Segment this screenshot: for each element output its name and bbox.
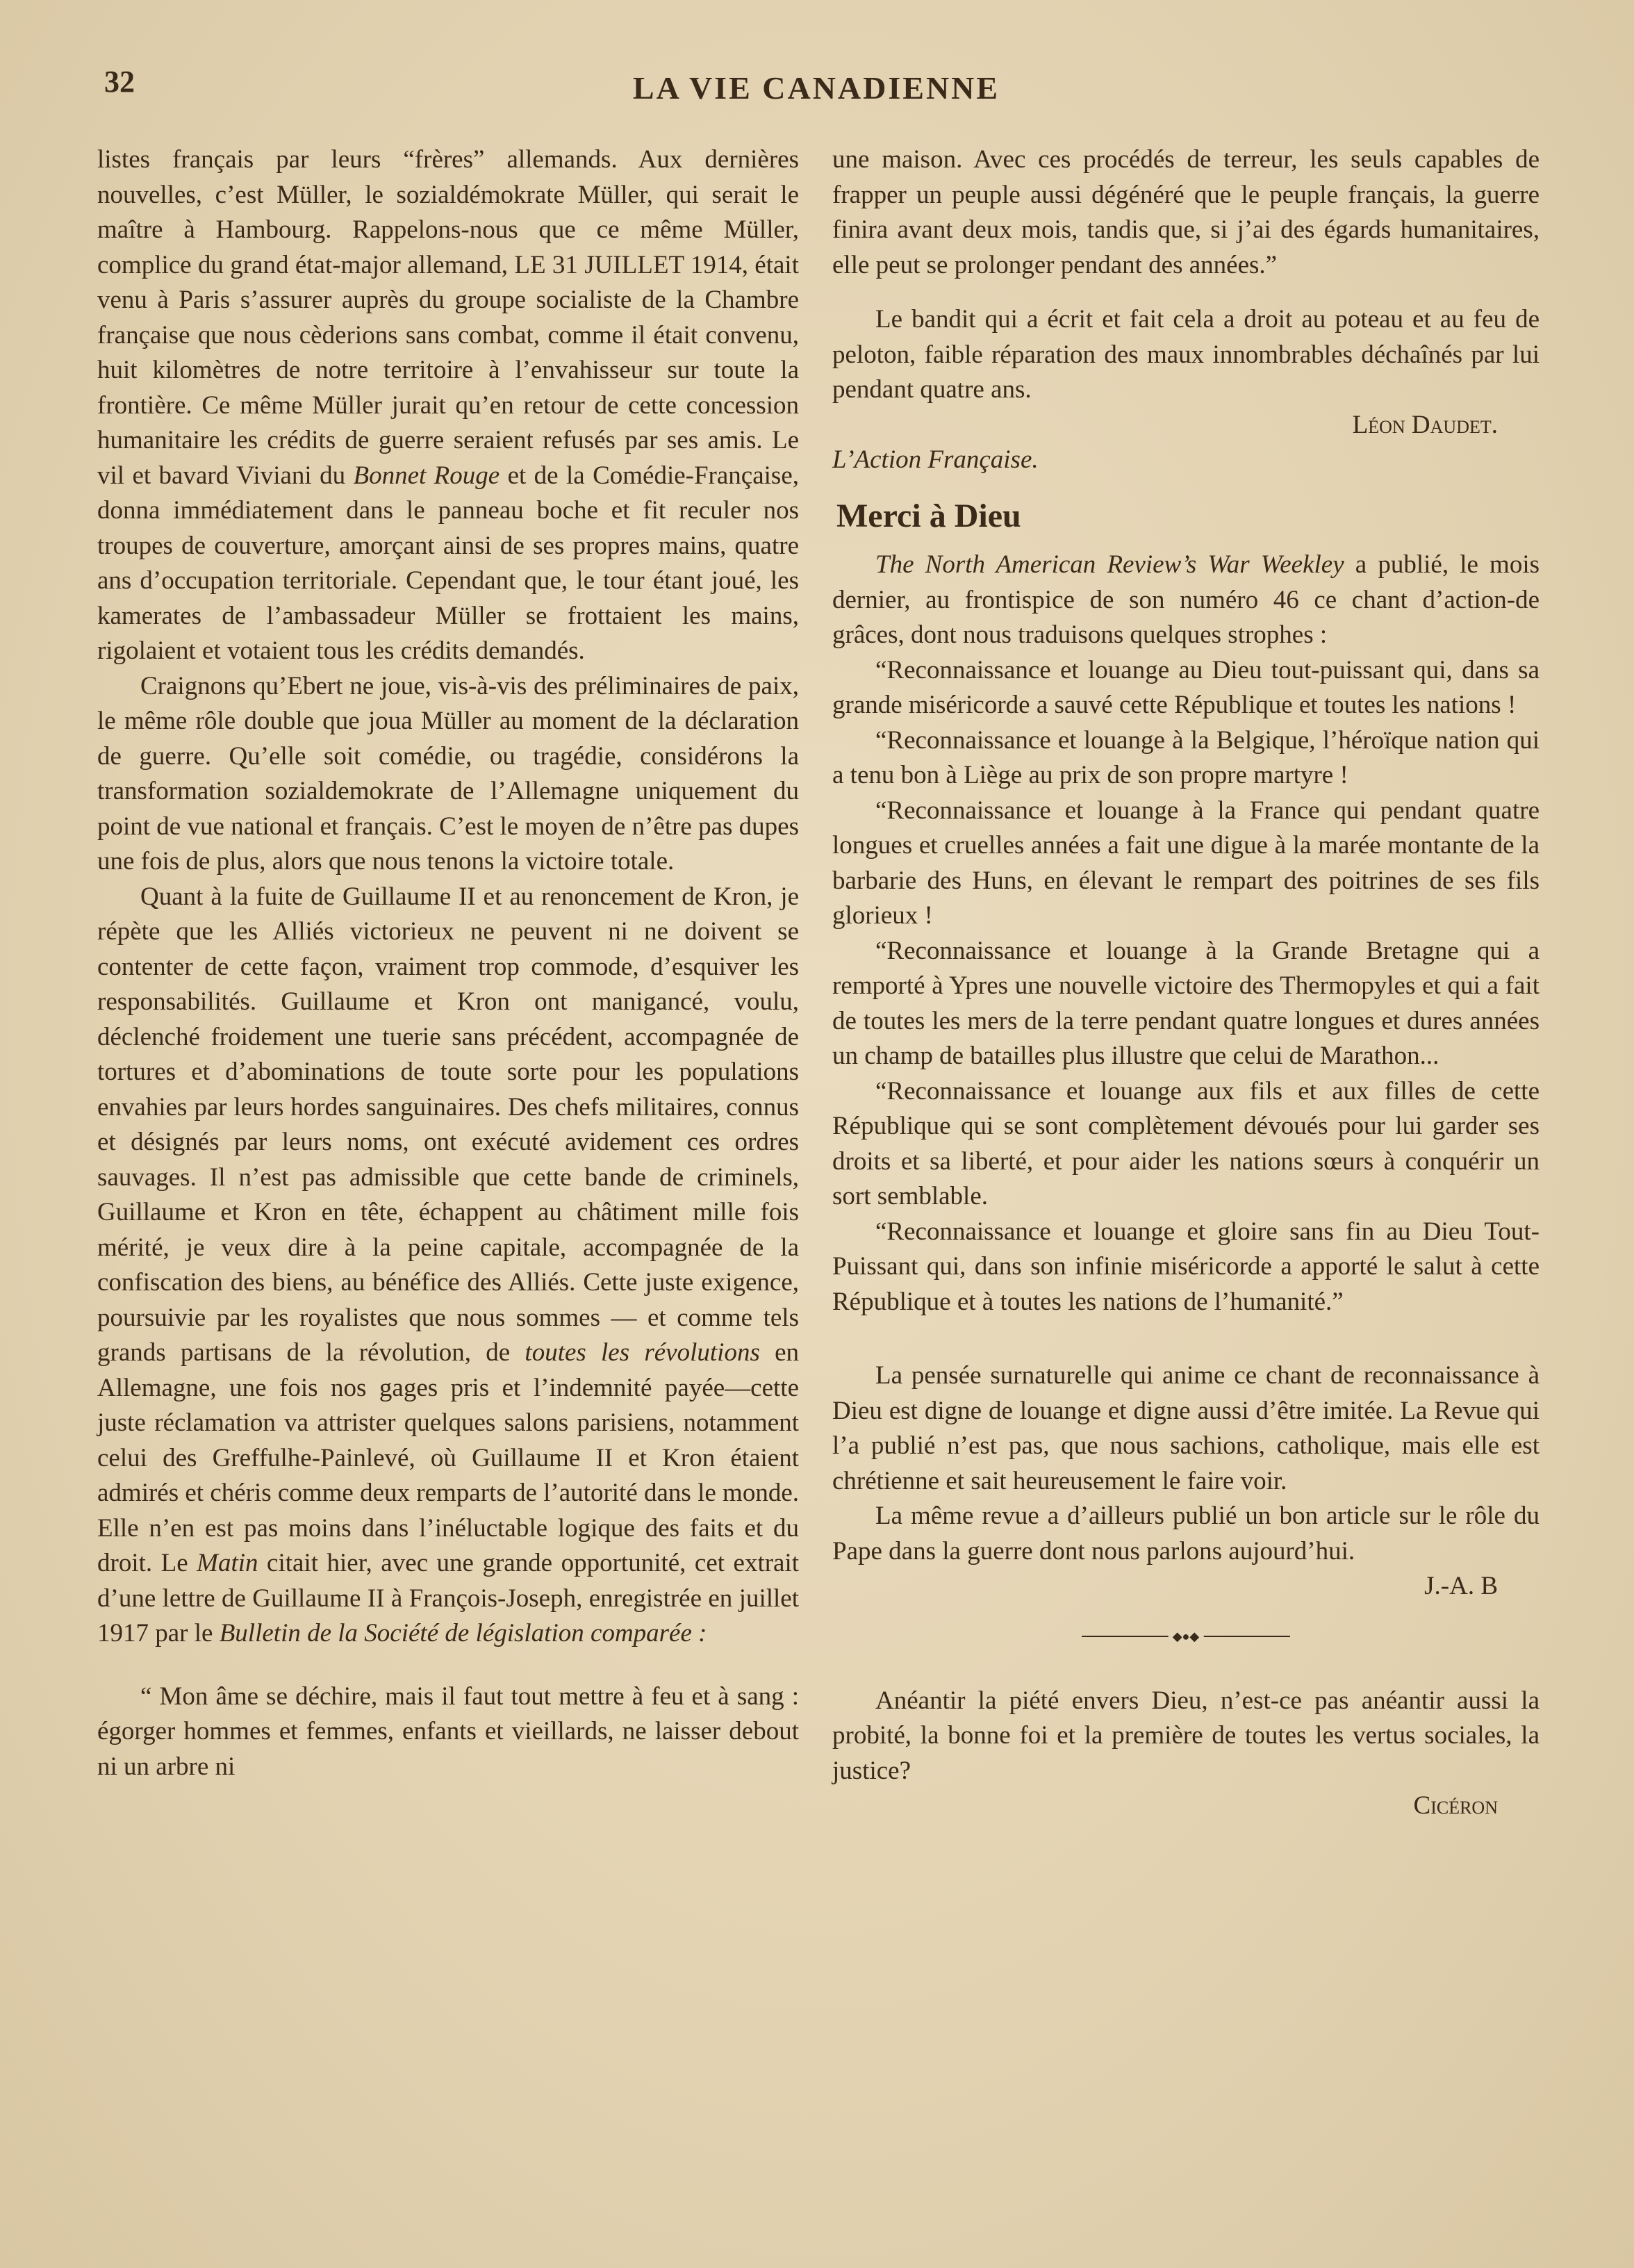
italic-title: Bulletin de la Société de législation comparée : — [219, 1619, 707, 1647]
italic-title: The North American Review’s War Weekley — [875, 550, 1344, 579]
paragraph: listes français par leurs “frères” allemands. Aux dernières nouvelles, c’est Müller, le sozialdémokrate Müller, qui serait le maître à Hambourg. Rappelons-nous que ce même Müller, complice du grand état-major allemand, LE 31 JUILLET 1914, était venu à Paris s’assurer auprès du groupe socialiste de la Chambre française que nous cèderions sans combat, comme il était convenu, huit kilomètres de notre territoire à l’envahisseur sur toute la frontière. Ce même Müller jurait qu’en retour de cette concession humanitaire les crédits de guerre seraient refusés par ses amis. Le vil et bavard Viviani du Bonnet Rouge et de la Comédie-Française, donna immédiatement dans le panneau boche et fit reculer nos troupes de couverture, amorçant ainsi de ses propres mains, quatre ans d’occupation territoriale. Cependant que, le tour étant joué, les kamerates de l’ambassadeur Müller se frottaient les mains, rigolaient et votaient tous les crédits demandés. — [97, 145, 799, 665]
ornamental-divider — [1082, 1631, 1290, 1642]
quote-paragraph: “ Mon âme se déchire, mais il faut tout mettre à feu et à sang : égorger hommes et femmes, enfants et vieillards, ne laisser debout ni un arbre ni — [97, 1682, 799, 1781]
paragraph: Le bandit qui a écrit et fait cela a droit au poteau et au feu de peloton, faible réparation des maux innombrables déchaînés par lui pendant quatre ans. — [832, 305, 1540, 404]
signature: J.-A. B — [1424, 1572, 1498, 1600]
signature: Léon Daudet. — [1352, 410, 1498, 439]
running-head: LA VIE CANADIENNE — [632, 70, 1000, 106]
strophe: “Reconnaissance et louange et gloire sans fin au Dieu Tout-Puissant qui, dans son infinie miséricorde a apporté le salut à cette République et à toutes les nations de l’humanité.” — [832, 1217, 1540, 1316]
italic-text: toutes les révolutions — [525, 1338, 760, 1367]
italic-title: Matin — [197, 1549, 258, 1577]
paragraph: La pensée surnaturelle qui anime ce chant de reconnaissance à Dieu est digne de louange et digne aussi d’être imitée. La Revue qui l’a publié n’est pas, que nous sachions, catholique, mais elle est chrétienne et sait heureusement le faire voir. — [832, 1361, 1540, 1495]
strophe: “Reconnaissance et louange à la Belgique, l’héroïque nation qui a tenu bon à Liège au prix de son propre martyre ! — [832, 725, 1540, 789]
strophe: “Reconnaissance et louange aux fils et aux filles de cette République qui se sont complètement dévoués pour lui garder ses droits et sa liberté, et pour aider les nations sœurs à conquérir un sort semblable. — [832, 1076, 1540, 1210]
strophe: “Reconnaissance et louange au Dieu tout-puissant qui, dans sa grande miséricorde a sauvé cette République et toutes les nations ! — [832, 655, 1540, 719]
paragraph: Quant à la fuite de Guillaume II et au renoncement de Kron, je répète que les Alliés victorieux ne peuvent ni ne doivent se contenter de cette façon, vraiment trop commode, d’esquiver les responsabilités. Guillaume et Kron ont manigancé, voulu, déclenché froidement une tuerie sans précédent, accompagnée de tortures et d’abominations de toute sorte pour les populations envahies par leurs hordes sanguinaires. Des chefs militaires, connus et désignés par leurs noms, ont exécuté avidement ces ordres sauvages. Il n’est pas admissible que cette bande de criminels, Guillaume et Kron en tête, échappent au châtiment mille fois mérité, je veux dire à la peine capitale, accompagnée de la confiscation des biens, au bénéfice des Alliés. Cette juste exigence, poursuivie par les royalistes que nous sommes — et comme tels grands partisans de la révolution, de toutes les révolutions en Allemagne, une fois nos gages pris et l’indemnité payée—cette juste réclamation va attrister quelques salons parisiens, notamment celui des Greffulhe-Painlevé, où Guillaume II et Kron étaient admirés et chéris comme deux remparts de l’autorité dans le monde. Elle n’en est pas moins dans l’inéluctable logique des faits et du droit. Le Matin citait hier, avec une grande opportunité, cet extrait d’une lettre de Guillaume II à François-Joseph, enregistrée en juillet 1917 par le Bulletin de la Société de législation comparée : — [97, 882, 800, 1647]
paragraph: Craignons qu’Ebert ne joue, vis-à-vis des préliminaires de paix, le même rôle double que joua Müller au moment de la déclaration de guerre. Qu’elle soit comédie, ou tragédie, considérons la transformation sozialdemokrate de l’Allemagne uniquement du point de vue national et français. C’est le moyen de n’être pas dupes une fois de plus, alors que nous tenons la victoire totale. — [97, 671, 799, 876]
ornament-icon: ◆●◆ — [1169, 1631, 1204, 1642]
quote-continuation: une maison. Avec ces procédés de terreur, les seuls capables de frapper un peuple aussi dégénéré que le peuple français, la guerre finira avant deux mois, tandis que, si j’ai des égards humanitaires, elle peut se prolonger pendant des années.” — [832, 145, 1540, 279]
left-column — [97, 142, 799, 1784]
paragraph: The North American Review’s War Weekley a publié, le mois dernier, au frontispice de son numéro 46 ce chant d’action-de grâces, dont nous traduisons quelques strophes : — [832, 550, 1540, 649]
paragraph: La même revue a d’ailleurs publié un bon article sur le rôle du Pape dans la guerre dont nous parlons aujourd’hui. — [832, 1502, 1540, 1566]
strophe: “Reconnaissance et louange à la France qui pendant quatre longues et cruelles années a fait une digue à la marée montante de la barbarie des Huns, en élevant le rempart des poitrines de ses fils glorieux ! — [832, 796, 1540, 930]
strophe: “Reconnaissance et louange à la Grande Bretagne qui a remporté à Ypres une nouvelle victoire des Thermopyles et qui a fait de toutes les mers de la terre pendant quatre longues et dures années un champ de batailles plus illustre que celui de Marathon... — [832, 936, 1540, 1070]
signature: Cicéron — [1413, 1791, 1498, 1820]
source-attribution: L’Action Française. — [832, 445, 1039, 474]
section-heading: Merci à Dieu — [836, 497, 1021, 534]
page-number: 32 — [104, 65, 135, 99]
page-header — [104, 64, 1528, 120]
italic-title: Bonnet Rouge — [353, 461, 500, 490]
quotation: Anéantir la piété envers Dieu, n’est-ce pas anéantir aussi la probité, la bonne foi et la première de toutes les vertus sociales, la justice? — [832, 1686, 1540, 1785]
right-column — [832, 142, 1540, 1824]
